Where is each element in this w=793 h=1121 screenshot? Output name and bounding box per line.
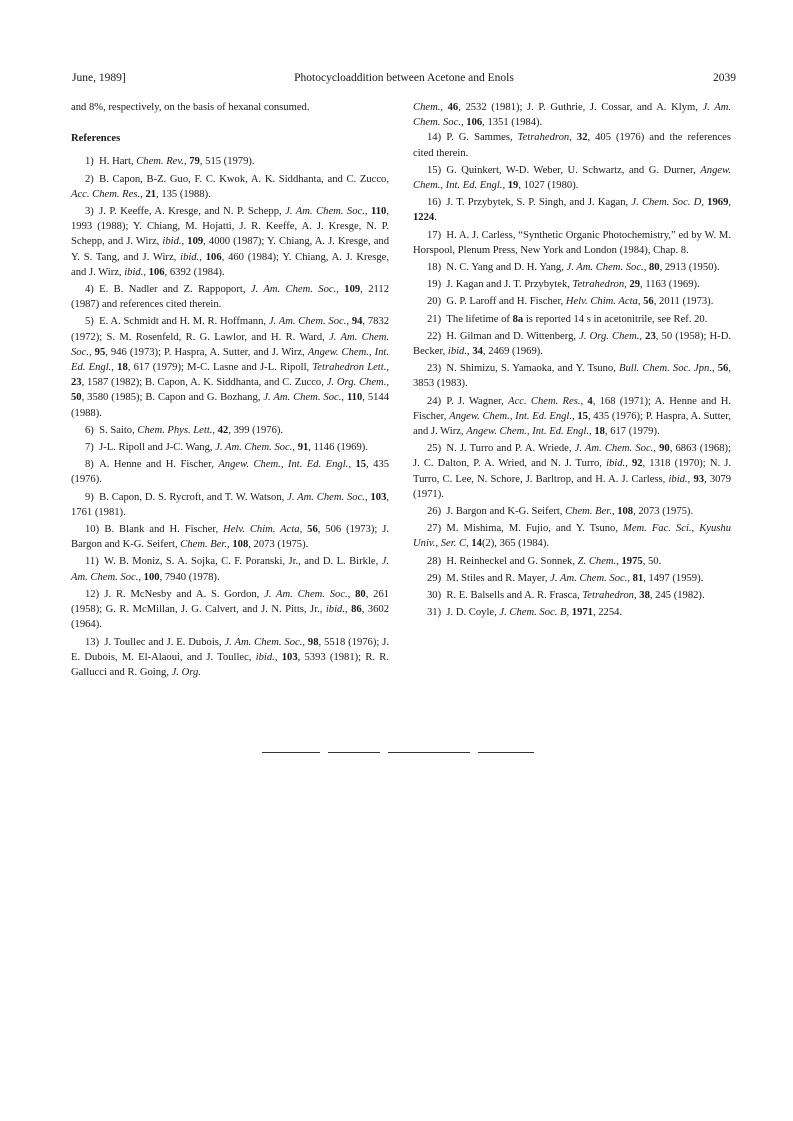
left-column	[71, 100, 389, 682]
reference-text: J. P. Keeffe, A. Kresge, and N. P. Schepp, J. Am. Chem. Soc., 110, 1993 (1988); Y. Chiang, M. Hojatti, J. R. Keeffe, A. J. Kresge, N. P. Schepp, and J. Wirz, ibid., 109, 4000 (1987); Y. Chiang, A. J. Kresge, and Y. S. Tang, and J. Wirz, ibid., 106, 460 (1984); Y. Chiang, A. J. Kresge, and J. Wirz, ibid., 106, 6392 (1984).	[71, 206, 390, 278]
reference-item	[413, 163, 731, 193]
rule-segment	[262, 752, 320, 753]
reference-number: 23)	[427, 363, 447, 375]
reference-text: S. Saito, Chem. Phys. Lett., 42, 399 (1976).	[99, 424, 284, 436]
reference-item	[413, 329, 731, 359]
reference-text: M. Mishima, M. Fujio, and Y. Tsuno, Mem. Fac. Sci., Kyushu Univ., Ser. C, 14(2), 365 (1984).	[413, 523, 731, 550]
reference-number: 3)	[85, 206, 100, 218]
reference-item	[71, 423, 389, 438]
reference-text: E. B. Nadler and Z. Rappoport, J. Am. Chem. Soc., 109, 2112 (1987) and references cited therein.	[71, 284, 389, 311]
reference-number: 5)	[85, 316, 100, 328]
reference-text: N. J. Turro and P. A. Wriede, J. Am. Chem. Soc., 90, 6863 (1968); J. C. Dalton, P. A. Wried, and N. J. Turro, ibid., 92, 1318 (1970); N. J. Turro, C. Lee, N. Schore, J. Barltrop, and H. A. J. Carless, ibid., 93, 3079 (1971).	[413, 443, 732, 500]
rule-segment	[478, 752, 534, 753]
end-rule	[262, 748, 534, 758]
reference-number: 6)	[85, 424, 100, 436]
reference-item	[413, 361, 731, 391]
reference-item	[413, 394, 731, 440]
reference-item	[71, 172, 389, 202]
reference-number: 1)	[85, 156, 100, 168]
reference-text: H. Reinheckel and G. Sonnek, Z. Chem., 1975, 50.	[446, 555, 662, 567]
header-title: Photocycloaddition between Acetone and Enols	[294, 72, 514, 84]
reference-item	[71, 554, 389, 584]
reference-text: J. Kagan and J. T. Przybytek, Tetrahedron, 29, 1163 (1969).	[446, 279, 700, 291]
reference-item	[71, 154, 389, 169]
reference-number: 26)	[427, 506, 447, 518]
reference-number: 20)	[427, 296, 447, 308]
reference-text: J. T. Przybytek, S. P. Singh, and J. Kagan, J. Chem. Soc. D, 1969, 1224.	[413, 197, 732, 224]
reference-number: 8)	[85, 459, 100, 471]
reference-text: N. Shimizu, S. Yamaoka, and Y. Tsuno, Bull. Chem. Soc. Jpn., 56, 3853 (1983).	[413, 363, 731, 390]
reference-text: N. C. Yang and D. H. Yang, J. Am. Chem. Soc., 80, 2913 (1950).	[446, 262, 720, 274]
reference-text: J. Toullec and J. E. Dubois, J. Am. Chem. Soc., 98, 5518 (1976); J. E. Dubois, M. El-Alaoui, and J. Toullec, ibid., 103, 5393 (1981); R. R. Gallucci and R. Going, J. Org.	[71, 636, 390, 678]
reference-item	[71, 440, 389, 455]
reference-item	[413, 277, 731, 292]
reference-number: 19)	[427, 279, 447, 291]
reference-text: H. Gilman and D. Wittenberg, J. Org. Chem., 23, 50 (1958); H-D. Becker, ibid., 34, 2469 (1969).	[413, 330, 732, 358]
reference-number: 7)	[85, 442, 100, 454]
reference-item	[413, 195, 731, 225]
reference-item	[413, 312, 731, 327]
reference-item	[413, 441, 731, 502]
reference-text: G. Quinkert, W-D. Weber, U. Schwartz, and G. Durner, Angew. Chem., Int. Ed. Engl., 19, 1027 (1980).	[413, 164, 731, 192]
reference-number: 18)	[427, 262, 447, 274]
reference-item	[413, 228, 731, 258]
reference-text: P. G. Sammes, Tetrahedron, 32, 405 (1976) and the references cited therein.	[413, 132, 731, 159]
reference-text: B. Blank and H. Fischer, Helv. Chim. Acta, 56, 506 (1973); J. Bargon and K-G. Seifert, Chem. Ber., 108, 2073 (1975).	[71, 524, 390, 551]
reference-number: 31)	[427, 607, 447, 619]
reference-number: 25)	[427, 443, 447, 455]
reference-continuation: Chem., 46, 2532 (1981); J. P. Guthrie, J. Cossar, and A. Klym, J. Am. Chem. Soc., 106, 1351 (1984).	[413, 102, 732, 129]
reference-text: A. Henne and H. Fischer, Angew. Chem., Int. Ed. Engl., 15, 435 (1976).	[71, 459, 390, 486]
reference-item	[71, 204, 389, 280]
reference-text: E. A. Schmidt and H. M. R. Hoffmann, J. Am. Chem. Soc., 94, 7832 (1972); S. M. Rosenfeld, R. G. Lawlor, and H. R. Ward, J. Am. Chem. Soc., 95, 946 (1973); P. Haspra, A. Sutter, and J. Wirz, Angew. Chem., Int. Ed. Engl., 18, 617 (1979); M-C. Lasne and J-L. Ripoll, Tetrahedron Lett., 23, 1587 (1982); B. Capon, A. K. Siddhanta, and C. Zucco, J. Org. Chem., 50, 3580 (1985); B. Capon and G. Bozhang, J. Am. Chem. Soc., 110, 5144 (1988).	[71, 316, 390, 419]
reference-item	[71, 635, 389, 681]
reference-number: 11)	[85, 556, 105, 568]
reference-number: 30)	[427, 590, 447, 602]
references-list-left	[71, 154, 389, 680]
reference-text: B. Capon, D. S. Rycroft, and T. W. Watson, J. Am. Chem. Soc., 103, 1761 (1981).	[71, 491, 390, 518]
reference-item	[413, 294, 731, 309]
reference-text: M. Stiles and R. Mayer, J. Am. Chem. Soc., 81, 1497 (1959).	[446, 572, 704, 584]
reference-item	[71, 314, 389, 420]
reference-number: 9)	[85, 491, 100, 503]
reference-number: 4)	[85, 284, 100, 296]
reference-number: 17)	[427, 229, 447, 241]
reference-item	[71, 522, 389, 552]
reference-item	[413, 504, 731, 519]
reference-item	[71, 282, 389, 312]
reference-number: 15)	[427, 164, 447, 176]
reference-text: R. E. Balsells and A. R. Frasca, Tetrahedron, 38, 245 (1982).	[446, 590, 705, 602]
reference-number: 10)	[85, 524, 105, 536]
reference-text: J-L. Ripoll and J-C. Wang, J. Am. Chem. Soc., 91, 1146 (1969).	[99, 442, 368, 454]
reference-item	[413, 588, 731, 603]
reference-item	[71, 490, 389, 520]
reference-item	[413, 260, 731, 275]
reference-number: 16)	[427, 197, 447, 209]
reference-number: 12)	[85, 588, 105, 600]
reference-number: 24)	[427, 395, 447, 407]
reference-text: H. Hart, Chem. Rev., 79, 515 (1979).	[99, 156, 255, 168]
reference-item	[413, 130, 731, 160]
reference-text: J. R. McNesby and A. S. Gordon, J. Am. Chem. Soc., 80, 261 (1958); G. R. McMillan, J. G. Calvert, and J. N. Pitts, Jr., ibid., 86, 3602 (1964).	[71, 588, 390, 631]
reference-number: 21)	[427, 313, 447, 325]
reference-text: J. D. Coyle, J. Chem. Soc. B, 1971, 2254.	[446, 607, 623, 619]
reference-item	[413, 571, 731, 586]
page-number: 2039	[713, 72, 736, 84]
header-date: June, 1989]	[72, 72, 126, 84]
reference-item	[71, 587, 389, 633]
reference-text: H. A. J. Carless, “Synthetic Organic Photochemistry,” ed by W. M. Horspool, Plenum Press, New York and London (1984), Chap. 8.	[413, 229, 731, 256]
references-heading: References	[71, 133, 121, 145]
reference-text: G. P. Laroff and H. Fischer, Helv. Chim. Acta, 56, 2011 (1973).	[446, 296, 714, 308]
reference-item	[413, 554, 731, 569]
reference-item	[71, 457, 389, 487]
running-header	[72, 72, 736, 88]
reference-text: W. B. Moniz, S. A. Sojka, C. F. Poranski, Jr., and D. L. Birkle, J. Am. Chem. Soc., 100, 7940 (1978).	[71, 556, 389, 583]
reference-text: B. Capon, B-Z. Guo, F. C. Kwok, A. K. Siddhanta, and C. Zucco, Acc. Chem. Res., 21, 135 (1988).	[71, 173, 389, 200]
references-list-right	[413, 130, 731, 620]
reference-text: J. Bargon and K-G. Seifert, Chem. Ber., 108, 2073 (1975).	[446, 506, 694, 518]
reference-number: 22)	[427, 330, 447, 342]
reference-item	[413, 605, 731, 620]
reference-item	[413, 521, 731, 551]
reference-number: 13)	[85, 636, 105, 648]
reference-number: 27)	[427, 523, 447, 535]
reference-number: 2)	[85, 173, 100, 185]
reference-number: 28)	[427, 555, 447, 567]
rule-segment	[388, 752, 470, 753]
reference-number: 14)	[427, 132, 447, 144]
reference-text: P. J. Wagner, Acc. Chem. Res., 4, 168 (1971); A. Henne and H. Fischer, Angew. Chem., Int. Ed. Engl., 15, 435 (1976); P. Haspra, A. Sutter, and J. Wirz, Angew. Chem., Int. Ed. Engl., 18, 617 (1979).	[413, 395, 731, 438]
reference-text: The lifetime of 8a is reported 14 s in acetonitrile, see Ref. 20.	[446, 313, 708, 325]
reference-number: 29)	[427, 572, 447, 584]
intro-paragraph: and 8%, respectively, on the basis of hexanal consumed.	[71, 102, 310, 113]
rule-segment	[328, 752, 380, 753]
right-column	[413, 100, 731, 623]
